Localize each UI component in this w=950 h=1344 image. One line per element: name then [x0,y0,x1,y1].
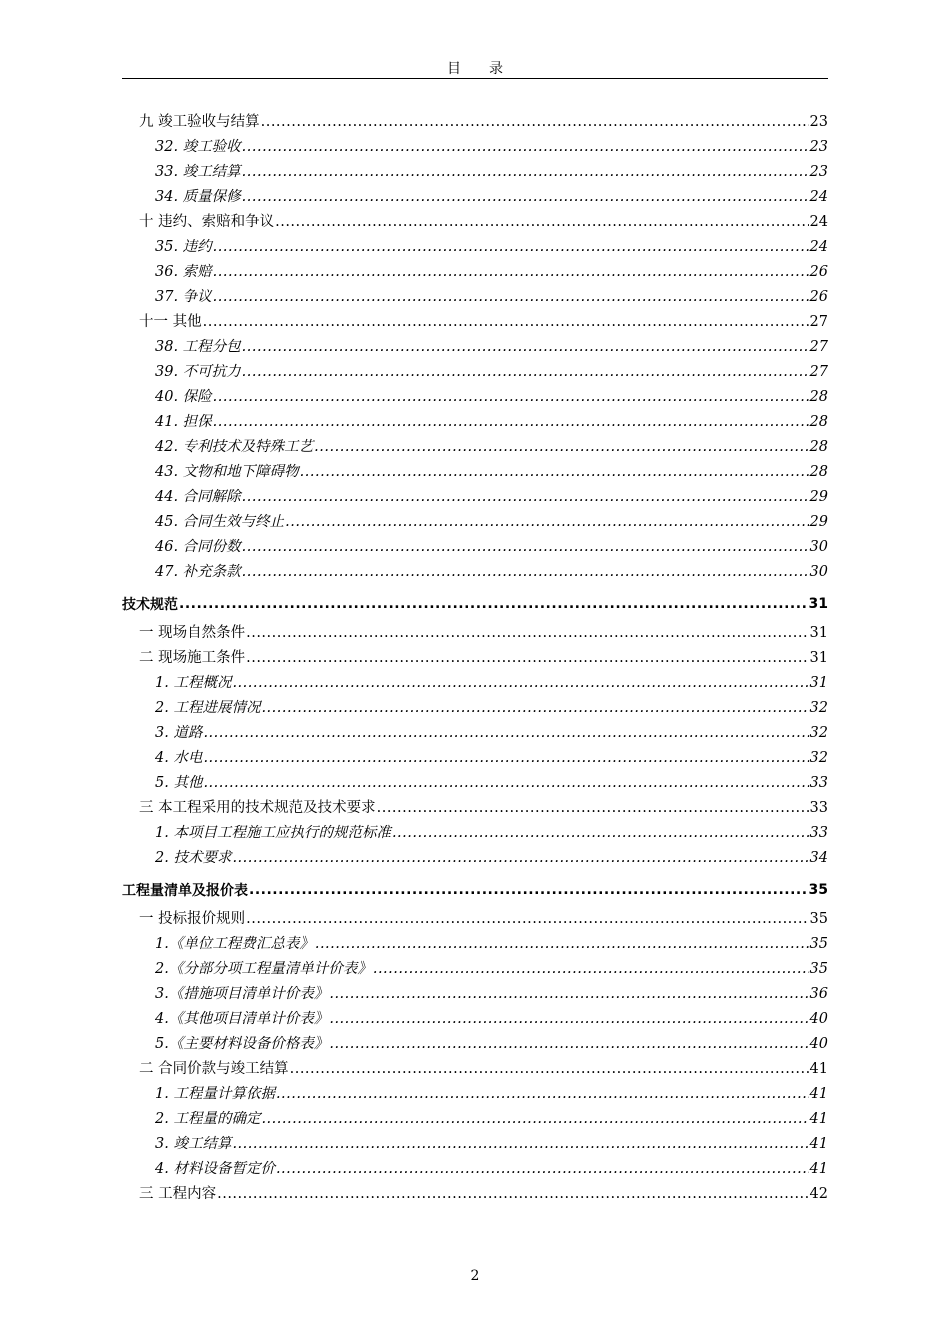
toc-entry-page: 26 [809,289,828,305]
toc-subentry[interactable] [122,535,828,560]
toc-entry-title: 40. 保险 [155,389,212,405]
toc-entry-title: 35. 违约 [155,239,212,255]
toc-entry-title: 41. 担保 [155,414,212,430]
toc-dot-leader [232,1136,808,1152]
toc-entry-title: 1. 工程量计算依据 [155,1086,275,1102]
toc-entry-page: 23 [809,164,828,180]
toc-entry-title: 二 合同价款与竣工结算 [139,1061,289,1077]
toc-entry-page: 36 [809,986,828,1002]
toc-subentry[interactable] [122,696,828,721]
toc-entry-page: 31 [809,625,828,641]
toc-entry-page: 35 [808,882,828,898]
toc-dot-leader [246,911,808,927]
toc-dot-leader [275,214,808,230]
toc-entry-title: 4. 水电 [155,750,203,766]
toc-dot-leader [242,189,809,205]
toc-entry-title: 2. 工程量的确定 [155,1111,261,1127]
toc-entry-page: 35 [809,911,828,927]
toc-chapter-entry[interactable] [122,110,828,135]
toc-entry-title: 一 投标报价规则 [139,911,246,927]
toc-entry-title: 1. 本项目工程施工应执行的规范标准 [155,825,391,841]
toc-chapter-entry[interactable] [122,1057,828,1082]
toc-subentry[interactable] [122,1157,828,1182]
toc-dot-leader [300,464,809,480]
toc-subentry[interactable] [122,1082,828,1107]
toc-section-heading[interactable] [122,873,828,907]
toc-dot-leader [242,564,809,580]
toc-subentry[interactable] [122,771,828,796]
toc-subentry[interactable] [122,260,828,285]
toc-entry-title: 3. 道路 [155,725,203,741]
toc-entry-page: 32 [809,725,828,741]
toc-dot-leader [232,850,808,866]
toc-entry-title: 33. 竣工结算 [155,164,241,180]
toc-subentry[interactable] [122,932,828,957]
toc-dot-leader [329,1036,808,1052]
toc-dot-leader [276,1086,809,1102]
toc-entry-title: 三 本工程采用的技术规范及技术要求 [139,800,376,816]
toc-entry-title: 2. 技术要求 [155,850,232,866]
toc-subentry[interactable] [122,1007,828,1032]
toc-dot-leader [329,1011,808,1027]
toc-subentry[interactable] [122,1132,828,1157]
toc-entry-page: 31 [808,596,828,612]
toc-dot-leader [261,1111,808,1127]
toc-entry-title: 1. 工程概况 [155,675,232,691]
toc-chapter-entry[interactable] [122,646,828,671]
toc-dot-leader [249,882,808,898]
toc-chapter-entry[interactable] [122,310,828,335]
toc-subentry[interactable] [122,721,828,746]
toc-dot-leader [261,700,808,716]
toc-subentry[interactable] [122,846,828,871]
toc-dot-leader [213,239,809,255]
toc-entry-page: 27 [809,314,828,330]
toc-entry-page: 35 [809,961,828,977]
toc-dot-leader [203,750,808,766]
toc-entry-title: 5. 其他 [155,775,203,791]
toc-dot-leader [242,164,809,180]
toc-entry-title: 九 竣工验收与结算 [139,114,260,130]
table-of-contents [122,110,828,1207]
toc-subentry[interactable] [122,235,828,260]
toc-entry-page: 24 [809,214,828,230]
toc-entry-page: 28 [809,464,828,480]
toc-entry-page: 29 [809,489,828,505]
toc-dot-leader [314,439,808,455]
toc-dot-leader [213,414,809,430]
toc-chapter-entry[interactable] [122,621,828,646]
toc-entry-title: 46. 合同份数 [155,539,241,555]
toc-subentry[interactable] [122,410,828,435]
toc-entry-page: 35 [809,936,828,952]
toc-subentry[interactable] [122,1032,828,1057]
toc-entry-title: 38. 工程分包 [155,339,241,355]
toc-entry-page: 26 [809,264,828,280]
toc-entry-page: 27 [809,364,828,380]
toc-dot-leader [217,1186,808,1202]
toc-entry-title: 1.《单位工程费汇总表》 [155,936,314,952]
toc-entry-page: 32 [809,700,828,716]
toc-entry-page: 33 [809,775,828,791]
toc-dot-leader [246,650,808,666]
toc-entry-page: 40 [809,1036,828,1052]
toc-entry-page: 31 [809,675,828,691]
toc-dot-leader [203,775,808,791]
toc-subentry[interactable] [122,135,828,160]
toc-entry-title: 4.《其他项目清单计价表》 [155,1011,329,1027]
toc-dot-leader [213,289,809,305]
toc-entry-page: 41 [809,1111,828,1127]
toc-entry-title: 36. 索赔 [155,264,212,280]
toc-entry-title: 十一 其他 [139,314,202,330]
toc-dot-leader [242,539,809,555]
toc-entry-page: 40 [809,1011,828,1027]
toc-entry-title: 一 现场自然条件 [139,625,246,641]
toc-entry-title: 2. 工程进展情况 [155,700,261,716]
toc-chapter-entry[interactable] [122,796,828,821]
toc-dot-leader [285,514,808,530]
toc-entry-page: 30 [809,564,828,580]
toc-entry-page: 29 [809,514,828,530]
toc-entry-page: 28 [809,414,828,430]
page-header [122,58,828,79]
toc-entry-title: 工程量清单及报价表 [122,883,248,899]
toc-subentry[interactable] [122,957,828,982]
toc-dot-leader [261,114,809,130]
toc-entry-title: 39. 不可抗力 [155,364,241,380]
toc-entry-title: 2.《分部分项工程量清单计价表》 [155,961,372,977]
toc-entry-title: 32. 竣工验收 [155,139,241,155]
toc-entry-page: 24 [809,239,828,255]
toc-chapter-entry[interactable] [122,907,828,932]
toc-chapter-entry[interactable] [122,1182,828,1207]
toc-entry-title: 43. 文物和地下障碍物 [155,464,299,480]
toc-entry-title: 十 违约、索赔和争议 [139,214,275,230]
toc-subentry[interactable] [122,160,828,185]
toc-chapter-entry[interactable] [122,210,828,235]
toc-dot-leader [203,725,808,741]
toc-entry-page: 41 [809,1161,828,1177]
toc-dot-leader [373,961,809,977]
toc-entry-page: 32 [809,750,828,766]
toc-subentry[interactable] [122,360,828,385]
toc-entry-page: 42 [809,1186,828,1202]
toc-subentry[interactable] [122,510,828,535]
toc-entry-page: 41 [809,1136,828,1152]
toc-dot-leader [392,825,809,841]
page-number: 2 [470,1268,480,1284]
toc-dot-leader [213,264,809,280]
toc-entry-page: 33 [809,825,828,841]
toc-subentry[interactable] [122,385,828,410]
toc-entry-title: 4. 材料设备暂定价 [155,1161,275,1177]
toc-entry-title: 三 工程内容 [139,1186,217,1202]
toc-entry-page: 34 [809,850,828,866]
toc-dot-leader [377,800,809,816]
toc-entry-title: 技术规范 [122,597,178,613]
toc-dot-leader [329,986,808,1002]
toc-entry-page: 27 [809,339,828,355]
toc-dot-leader [242,364,809,380]
toc-subentry[interactable] [122,671,828,696]
toc-entry-title: 3. 竣工结算 [155,1136,232,1152]
toc-entry-page: 24 [809,189,828,205]
toc-entry-title: 3.《措施项目清单计价表》 [155,986,329,1002]
toc-dot-leader [246,625,808,641]
toc-entry-page: 33 [809,800,828,816]
toc-dot-leader [242,489,809,505]
toc-subentry[interactable] [122,285,828,310]
toc-subentry[interactable] [122,1107,828,1132]
toc-subentry[interactable] [122,485,828,510]
toc-entry-page: 31 [809,650,828,666]
toc-entry-title: 37. 争议 [155,289,212,305]
toc-entry-page: 23 [809,139,828,155]
toc-dot-leader [179,596,808,612]
toc-dot-leader [290,1061,809,1077]
toc-entry-title: 47. 补充条款 [155,564,241,580]
header-title: 目 录 [447,61,503,77]
toc-subentry[interactable] [122,460,828,485]
toc-entry-page: 30 [809,539,828,555]
toc-entry-title: 5.《主要材料设备价格表》 [155,1036,329,1052]
toc-entry-page: 23 [809,114,828,130]
toc-entry-title: 34. 质量保修 [155,189,241,205]
toc-dot-leader [315,936,809,952]
toc-dot-leader [213,389,809,405]
toc-dot-leader [242,139,809,155]
toc-entry-page: 41 [809,1086,828,1102]
toc-dot-leader [242,339,809,355]
toc-subentry[interactable] [122,982,828,1007]
toc-section-heading[interactable] [122,587,828,621]
toc-entry-title: 42. 专利技术及特殊工艺 [155,439,314,455]
toc-dot-leader [232,675,808,691]
toc-entry-title: 44. 合同解除 [155,489,241,505]
toc-subentry[interactable] [122,335,828,360]
toc-subentry[interactable] [122,821,828,846]
toc-subentry[interactable] [122,560,828,585]
toc-subentry[interactable] [122,746,828,771]
toc-subentry[interactable] [122,435,828,460]
toc-entry-page: 28 [809,439,828,455]
toc-entry-title: 45. 合同生效与终止 [155,514,285,530]
toc-entry-page: 41 [809,1061,828,1077]
toc-subentry[interactable] [122,185,828,210]
toc-entry-page: 28 [809,389,828,405]
toc-entry-title: 二 现场施工条件 [139,650,246,666]
toc-dot-leader [276,1161,809,1177]
toc-dot-leader [203,314,809,330]
